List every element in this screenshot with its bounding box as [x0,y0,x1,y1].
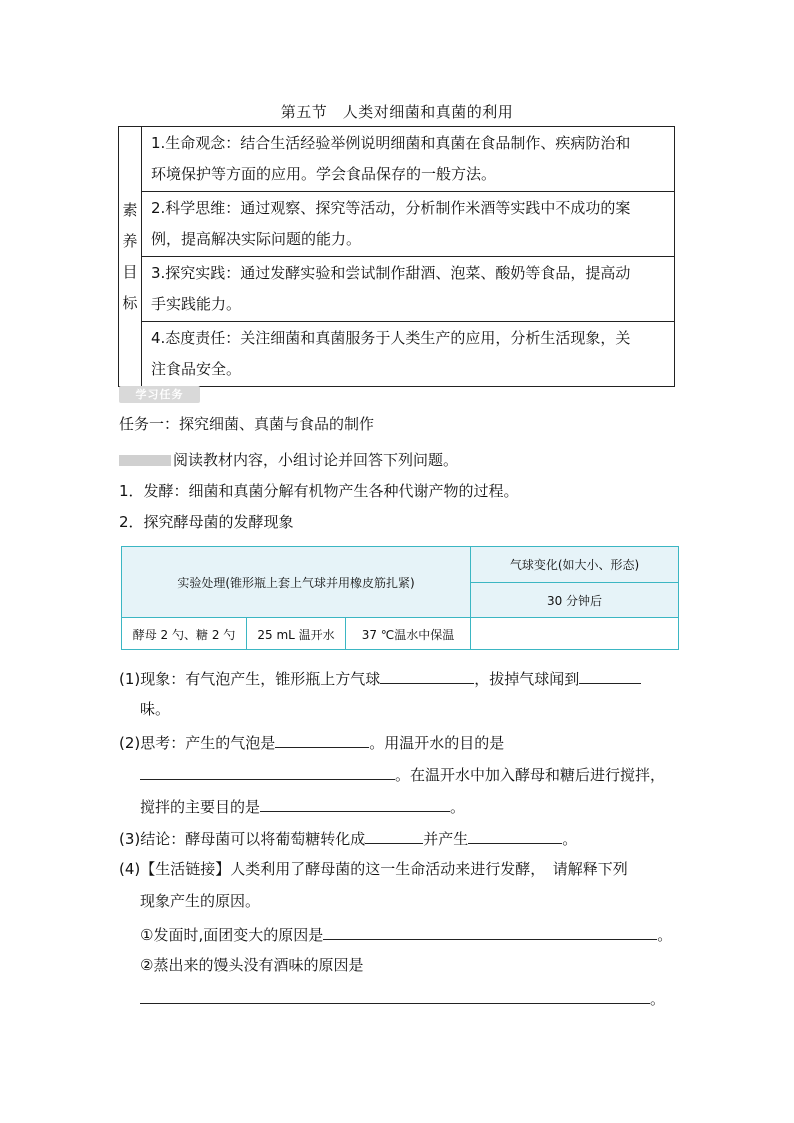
question-2-cont: 。在温开水中加入酵母和糖后进行搅拌， [140,763,665,785]
question-4-part1: ①发面时,面团变大的原因是 。 [140,923,672,945]
experiment-table [121,546,679,650]
goal-item: 4.态度责任：关注细菌和真菌服务于人类生产的应用，分析生活现象，关 注食品安全。 [142,322,675,387]
side-char: 素 [122,200,138,219]
goal-item: 1.生命观念：结合生活经验举例说明细菌和真菌在食品制作、疾病防治和 环境保护等方面的应用。学会食品保存的一般方法。 [142,127,675,192]
side-char: 养 [122,231,138,250]
item-yeast-explore: 2．探究酵母菌的发酵现象 [119,513,294,531]
goal-item: 3.探究实践：通过发酵实验和尝试制作甜酒、泡菜、酸奶等食品，提高动 手实践能力。 [142,257,675,322]
question-4-part2: ②蒸出来的馒头没有酒味的原因是 [140,956,364,974]
question-3: (3)结论：酵母菌可以将葡萄糖转化成 并产生 。 [119,827,577,849]
question-4-cont: 现象产生的原因。 [140,892,261,910]
cell-temperature: 37 ℃温水中保温 [346,618,471,650]
cell-yeast-sugar: 酵母 2 勺、糖 2 勺 [122,618,247,650]
side-char: 标 [122,293,138,312]
blank-field[interactable] [579,667,641,684]
blank-field[interactable] [365,827,423,844]
question-1-cont: 味。 [140,700,171,718]
cell-water: 25 mL 温开水 [247,618,346,650]
page-title: 第五节 人类对细菌和真菌的利用 [280,103,514,121]
section-badge: 学习任务 [119,386,200,403]
blank-field[interactable] [140,763,395,780]
time-header: 30 分钟后 [546,593,603,608]
goals-table [118,126,675,387]
task-intro: 阅读教材内容，小组讨论并回答下列问题。 [119,450,458,470]
question-1: (1)现象：有气泡产生，锥形瓶上方气球 ，拔掉气球闻到 [119,667,641,689]
side-char: 目 [122,262,138,281]
goals-side-label [119,127,142,387]
balloon-header: 气球变化(如大小、形态) [471,547,678,583]
question-4: (4)【生活链接】人类利用了酵母菌的这一生命活动来进行发酵， 请解释下列 [119,860,628,878]
blank-field[interactable] [468,827,562,844]
blank-field[interactable] [140,987,650,1004]
experiment-row [122,617,678,650]
blank-field[interactable] [380,667,474,684]
task-title: 任务一：探究细菌、真菌与食品的制作 [119,415,375,433]
intro-tag [119,455,171,466]
blank-field[interactable] [323,923,657,940]
blank-field[interactable] [260,795,450,812]
question-2: (2)思考：产生的气泡是 。用温开水的目的是 [119,731,504,753]
goal-item: 2.科学思维：通过观察、探究等活动，分析制作米酒等实践中不成功的案 例，提高解决实际问题的能力。 [142,192,675,257]
item-fermentation: 1．发酵：细菌和真菌分解有机物产生各种代谢产物的过程。 [119,482,519,500]
question-2-cont2: 搅拌的主要目的是 。 [140,795,465,817]
treatment-header: 实验处理(锥形瓶上套上气球并用橡皮筋扎紧) [122,547,471,617]
blank-field[interactable] [275,731,369,748]
question-4-part2-answer: 。 [140,987,665,1009]
cell-result-blank [471,618,678,650]
